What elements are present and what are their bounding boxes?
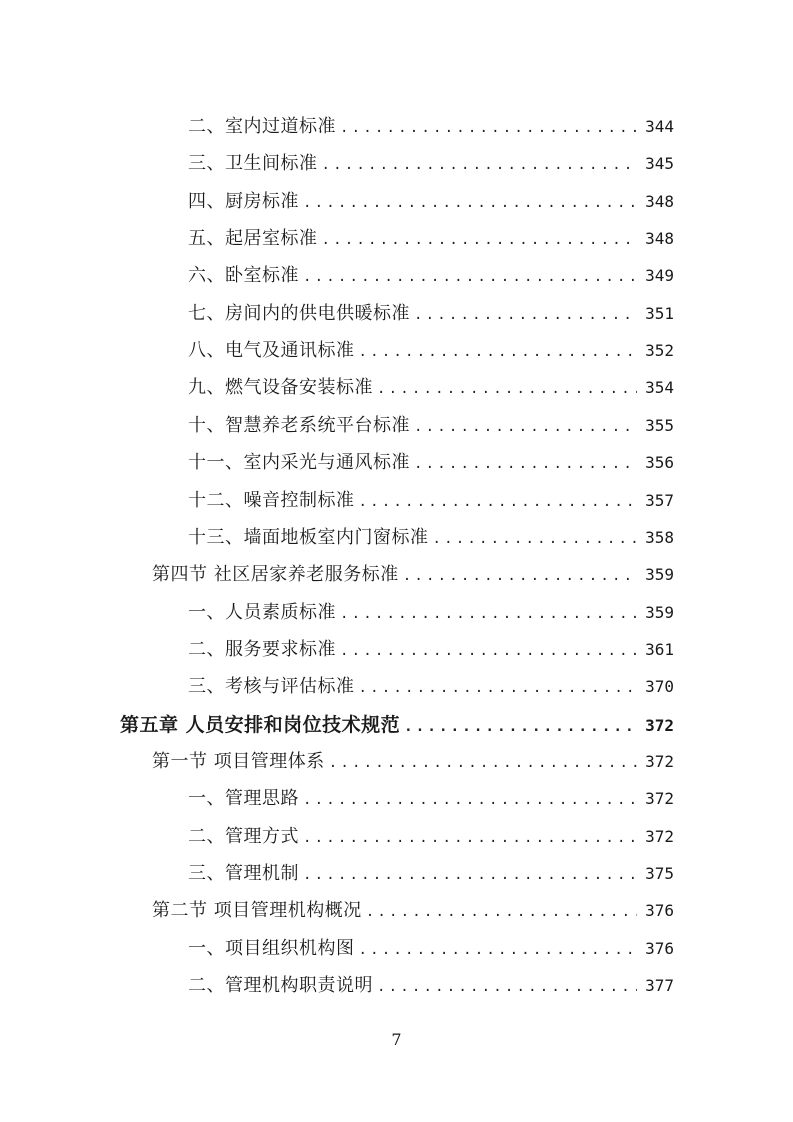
dot-leader [433, 531, 638, 547]
toc-subsection-entry[interactable] [188, 635, 674, 665]
toc-entry-title: 七、房间内的供电供暖标准 [188, 303, 410, 324]
toc-section-entry[interactable] [152, 560, 674, 590]
toc-entry-title: 十、智慧养老系统平台标准 [188, 415, 410, 436]
dot-leader [303, 269, 637, 285]
page-number: 7 [391, 1030, 402, 1049]
toc-entry-title: 五、起居室标准 [188, 228, 318, 249]
toc-subsection-entry[interactable] [188, 598, 674, 628]
toc-subsection-entry[interactable] [188, 523, 674, 553]
toc-subsection-entry[interactable] [188, 336, 674, 366]
toc-entry-page-number: 344 [645, 117, 674, 136]
toc-entry-title: 六、卧室标准 [188, 265, 299, 286]
toc-entry-page-number: 356 [645, 453, 674, 472]
dot-leader [377, 381, 637, 397]
toc-entry-title: 十一、室内采光与通风标准 [188, 452, 410, 473]
toc-subsection-entry[interactable] [188, 411, 674, 441]
toc-entry-title: 三、考核与评估标准 [188, 676, 355, 697]
toc-entry-page-number: 354 [645, 378, 674, 397]
toc-entry-title: 第二节 项目管理机构概况 [152, 900, 362, 921]
toc-entry-page-number: 349 [645, 266, 674, 285]
dot-leader [303, 830, 637, 846]
dot-leader [403, 568, 637, 584]
toc-subsection-entry[interactable] [188, 784, 674, 814]
toc-entry-page-number: 358 [645, 528, 674, 547]
dot-leader [340, 643, 637, 659]
toc-section-entry[interactable] [152, 896, 674, 926]
dot-leader [303, 195, 637, 211]
dot-leader [377, 979, 637, 995]
toc-subsection-entry[interactable] [188, 971, 674, 1001]
toc-entry-title: 三、管理机制 [188, 863, 299, 884]
toc-subsection-entry[interactable] [188, 859, 674, 889]
dot-leader [414, 307, 637, 323]
dot-leader [340, 120, 637, 136]
toc-entry-page-number: 372 [645, 752, 674, 771]
toc-entry-page-number: 359 [645, 565, 674, 584]
toc-subsection-entry[interactable] [188, 934, 674, 964]
dot-leader [414, 456, 637, 472]
toc-entry-title: 三、卫生间标准 [188, 153, 318, 174]
dot-leader [322, 157, 638, 173]
toc-entry-page-number: 357 [645, 491, 674, 510]
toc-entry-page-number: 348 [645, 229, 674, 248]
toc-entry-title: 第五章 人员安排和岗位技术规范 [120, 714, 401, 736]
toc-entry-page-number: 372 [645, 789, 674, 808]
toc-entry-page-number: 361 [645, 640, 674, 659]
toc-entry-title: 二、管理机构职责说明 [188, 975, 373, 996]
dot-leader [322, 232, 638, 248]
toc-entry-page-number: 370 [645, 677, 674, 696]
dot-leader [340, 606, 637, 622]
toc-entry-page-number: 355 [645, 416, 674, 435]
dot-leader [359, 680, 638, 696]
toc-entry-title: 八、电气及通讯标准 [188, 340, 355, 361]
dot-leader [366, 904, 637, 920]
toc-section-entry[interactable] [152, 747, 674, 777]
dot-leader [404, 719, 637, 735]
dot-leader [329, 755, 637, 771]
toc-entry-page-number: 359 [645, 603, 674, 622]
toc-chapter-entry[interactable] [120, 710, 674, 740]
toc-entry-title: 一、人员素质标准 [188, 602, 336, 623]
dot-leader [359, 942, 638, 958]
toc-entry-page-number: 372 [645, 827, 674, 846]
toc-entry-page-number: 351 [645, 304, 674, 323]
dot-leader [359, 344, 638, 360]
toc-entry-page-number: 345 [645, 154, 674, 173]
toc-subsection-entry[interactable] [188, 822, 674, 852]
toc-subsection-entry[interactable] [188, 672, 674, 702]
toc-entry-page-number: 375 [645, 864, 674, 883]
dot-leader [414, 419, 637, 435]
toc-entry-title: 二、服务要求标准 [188, 639, 336, 660]
toc-subsection-entry[interactable] [188, 261, 674, 291]
toc-subsection-entry[interactable] [188, 187, 674, 217]
dot-leader [303, 867, 637, 883]
toc-entry-title: 十二、噪音控制标准 [188, 490, 355, 511]
toc-entry-page-number: 372 [645, 716, 674, 735]
toc-subsection-entry[interactable] [188, 112, 674, 142]
toc-subsection-entry[interactable] [188, 299, 674, 329]
toc-subsection-entry[interactable] [188, 486, 674, 516]
toc-entry-title: 一、项目组织机构图 [188, 938, 355, 959]
toc-entry-title: 第一节 项目管理体系 [152, 751, 325, 772]
toc-entry-page-number: 376 [645, 901, 674, 920]
toc-entry-page-number: 377 [645, 976, 674, 995]
toc-entry-page-number: 348 [645, 192, 674, 211]
toc-entry-title: 第四节 社区居家养老服务标准 [152, 564, 399, 585]
toc-subsection-entry[interactable] [188, 373, 674, 403]
toc-entry-page-number: 352 [645, 341, 674, 360]
toc-subsection-entry[interactable] [188, 224, 674, 254]
toc-entry-title: 一、管理思路 [188, 788, 299, 809]
dot-leader [359, 494, 638, 510]
toc-entry-title: 九、燃气设备安装标准 [188, 377, 373, 398]
toc-entry-title: 二、管理方式 [188, 826, 299, 847]
toc-entry-page-number: 376 [645, 939, 674, 958]
toc-entry-title: 四、厨房标准 [188, 191, 299, 212]
toc-subsection-entry[interactable] [188, 149, 674, 179]
toc-entry-title: 二、室内过道标准 [188, 116, 336, 137]
toc-entry-title: 十三、墙面地板室内门窗标准 [188, 527, 429, 548]
toc-subsection-entry[interactable] [188, 448, 674, 478]
dot-leader [303, 792, 637, 808]
